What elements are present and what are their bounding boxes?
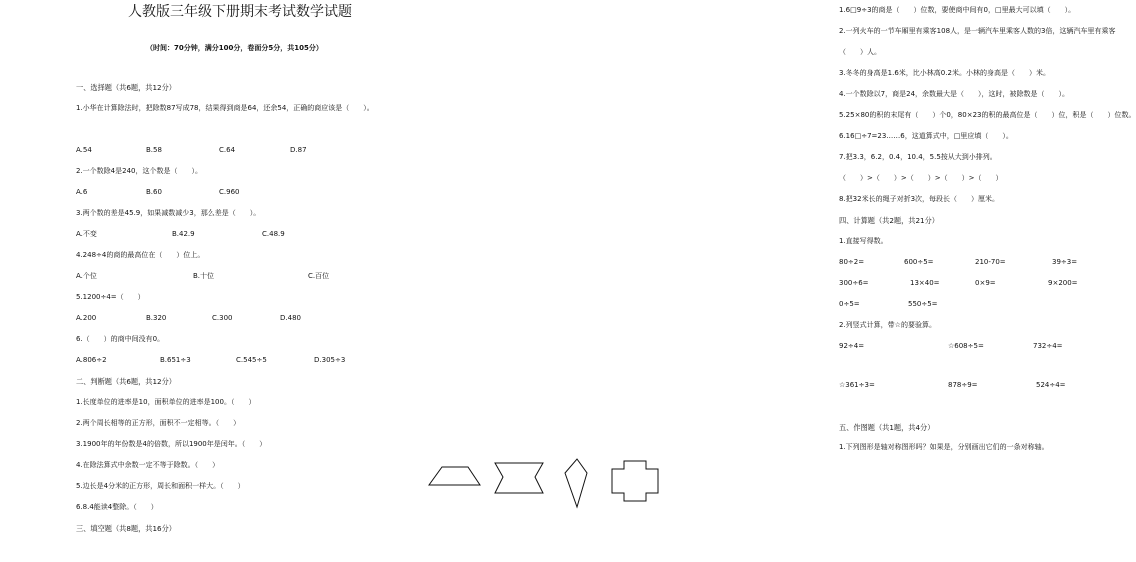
section-judge-heading: 二、判断题（共6题，共12分） [76, 377, 176, 386]
choice-q2-option[interactable]: B.60 [146, 188, 162, 196]
section-drawing-heading: 五、作图题（共1题，共4分） [839, 423, 935, 432]
judge-q6: 6.8.4能读4整除。（ ） [76, 503, 158, 511]
choice-q3-option[interactable]: A.不变 [76, 230, 97, 238]
judge-q1: 1.长度单位的进率是10，面积单位的进率是100。（ ） [76, 398, 256, 406]
calc-item: 9×200= [1048, 279, 1078, 287]
calc-item: 600÷5= [904, 258, 934, 266]
choice-q6-option[interactable]: A.806÷2 [76, 356, 107, 364]
calc-item: 0÷5= [839, 300, 860, 308]
page-title: 人教版三年级下册期末考试数学试题 [128, 4, 352, 20]
choice-q6-option[interactable]: D.305÷3 [314, 356, 346, 364]
drawing-shapes [425, 455, 685, 515]
exam-subtitle: （时间：70分钟，满分100分，卷面分5分，共105分） [146, 44, 323, 52]
section-choice-heading: 一、选择题（共6题，共12分） [76, 83, 176, 92]
calc-item: 300÷6= [839, 279, 869, 287]
choice-q4-option[interactable]: A.个位 [76, 272, 97, 280]
fill-q6: 6.16□÷7=23……6，这道算式中，□里应填（ ）。 [839, 132, 1013, 140]
calc-instruction-1: 1.直接写得数。 [839, 237, 888, 245]
fill-q2-line2: （ ）人。 [839, 48, 881, 56]
cross-shape [612, 461, 658, 501]
calc-instruction-2: 2.列竖式计算，带☆的要验算。 [839, 321, 936, 329]
vertical-calc-item: 732÷4= [1033, 342, 1063, 350]
choice-q5-option[interactable]: C.300 [212, 314, 233, 322]
choice-q1-option[interactable]: B.58 [146, 146, 162, 154]
choice-q3: 3.两个数的差是45.9，如果减数减少3，那么差是（ ）。 [76, 209, 261, 217]
choice-q4: 4.248÷4的商的最高位在（ ）位上。 [76, 251, 205, 259]
choice-q5-option[interactable]: A.200 [76, 314, 97, 322]
section-fill-heading: 三、填空题（共8题，共16分） [76, 524, 176, 533]
section-calc-heading: 四、计算题（共2题，共21分） [839, 216, 939, 225]
choice-q5: 5.1200÷4=（ ） [76, 293, 145, 301]
trapezoid-shape [429, 467, 480, 485]
choice-q1: 1.小华在计算除法时，把除数87写成78，结果得到商是64，还余54，正确的商应该是（ ）。 [76, 104, 374, 112]
fill-q3: 3.冬冬的身高是1.6米，比小林高0.2米。小林的身高是（ ）米。 [839, 69, 1050, 77]
fill-q5: 5.25×80的积的末尾有（ ）个0，80×23的积的最高位是（ ）位，积是（ ）位数。 [839, 111, 1136, 119]
judge-q5: 5.边长是4分米的正方形，周长和面积一样大。（ ） [76, 482, 245, 490]
fill-q7: 7.把3.3，6.2，0.4，10.4，5.5按从大到小排列。 [839, 153, 997, 161]
choice-q1-option[interactable]: D.87 [290, 146, 307, 154]
choice-q3-option[interactable]: B.42.9 [172, 230, 195, 238]
choice-q2: 2.一个数除4是240，这个数是（ ）。 [76, 167, 202, 175]
calc-item: 13×40= [910, 279, 940, 287]
choice-q1-option[interactable]: A.54 [76, 146, 92, 154]
choice-q6-option[interactable]: C.545÷5 [236, 356, 267, 364]
judge-q3: 3.1900年的年份数是4的倍数，所以1900年是闰年。（ ） [76, 440, 267, 448]
vertical-calc-item: 92÷4= [839, 342, 865, 350]
calc-item: 210-70= [975, 258, 1006, 266]
drawing-q1: 1.下列图形是轴对称图形吗？如果是，分别画出它们的一条对称轴。 [839, 443, 1049, 451]
choice-q6: 6.（ ）的商中间没有0。 [76, 335, 165, 343]
vertical-calc-item: 524÷4= [1036, 381, 1066, 389]
choice-q4-option[interactable]: B.十位 [193, 272, 215, 280]
choice-q3-option[interactable]: C.48.9 [262, 230, 285, 238]
vertical-calc-item: 878÷9= [948, 381, 978, 389]
choice-q5-option[interactable]: B.320 [146, 314, 167, 322]
vertical-calc-item: ☆608÷5= [948, 342, 984, 350]
bowtie-shape [495, 463, 543, 493]
fill-q1: 1.6□9÷3的商是（ ）位数，要使商中间有0，□里最大可以填（ ）。 [839, 6, 1076, 14]
calc-item: 39÷3= [1052, 258, 1078, 266]
choice-q1-option[interactable]: C.64 [219, 146, 236, 154]
choice-q6-option[interactable]: B.651÷3 [160, 356, 191, 364]
judge-q2: 2.两个周长相等的正方形，面积不一定相等。（ ） [76, 419, 241, 427]
fill-q7-blanks: （ ）>（ ）>（ ）>（ ）>（ ） [839, 174, 1003, 182]
choice-q5-option[interactable]: D.480 [280, 314, 301, 322]
kite-shape [565, 459, 587, 507]
fill-q8: 8.把32米长的绳子对折3次，每段长（ ）厘米。 [839, 195, 1000, 203]
choice-q2-option[interactable]: C.960 [219, 188, 240, 196]
choice-q4-option[interactable]: C.百位 [308, 272, 330, 280]
judge-q4: 4.在除法算式中余数一定不等于除数。（ ） [76, 461, 220, 469]
fill-q4: 4.一个数除以7，商是24，余数最大是（ ），这时，被除数是（ ）。 [839, 90, 1070, 98]
fill-q2-line1: 2.一列火车的一节车厢里有乘客108人，是一辆汽车里乘客人数的3倍，这辆汽车里有乘客 [839, 27, 1116, 35]
calc-item: 0×9= [975, 279, 996, 287]
choice-q2-option[interactable]: A.6 [76, 188, 88, 196]
vertical-calc-item: ☆361÷3= [839, 381, 875, 389]
calc-item: 80÷2= [839, 258, 865, 266]
calc-item: 550÷5= [908, 300, 938, 308]
